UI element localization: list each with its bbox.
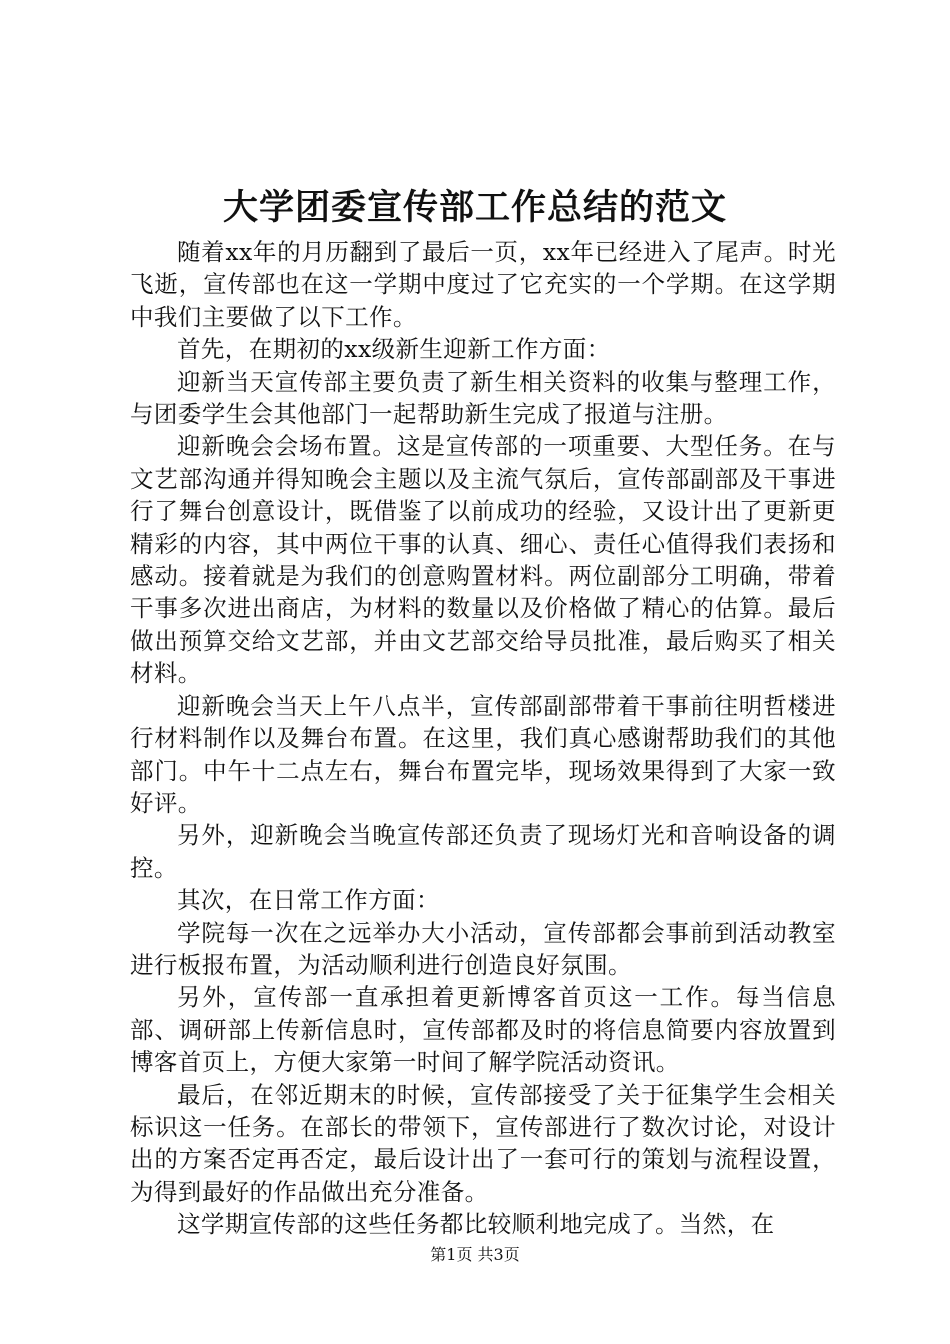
document-body	[130, 236, 836, 1241]
paragraph-conclusion: 这学期宣传部的这些任务都比较顺利地完成了。当然，在	[177, 1210, 775, 1239]
document-title: 大学团委宣传部工作总结的范文	[222, 187, 727, 228]
page-number-footer: 第1页 共3页	[430, 1245, 520, 1264]
paragraph-lighting-sound: 另外，迎新晚会当晚宣传部还负责了现场灯光和音响设备的调控。	[130, 821, 836, 882]
paragraph-party-day: 迎新晚会当天上午八点半，宣传部副部带着干事前往明哲楼进行材料制作以及舞台布置。在这里，我们真心感谢帮助我们的其他部门。中午十二点左右，舞台布置完毕，现场效果得到了大家一致好评。	[130, 691, 836, 817]
paragraph-blog: 另外，宣传部一直承担着更新博客首页这一工作。每当信息部、调研部上传新信息时，宣传部都及时的将信息简要内容放置到博客首页上，方便大家第一时间了解学院活动资讯。	[130, 983, 836, 1077]
paragraph-welcome-day: 迎新当天宣传部主要负责了新生相关资料的收集与整理工作，与团委学生会其他部门一起帮助新生完成了报道与注册。	[130, 367, 836, 429]
paragraph-venue-setup: 迎新晚会会场布置。这是宣传部的一项重要、大型任务。在与文艺部沟通并得知晚会主题以及主流气氛后，宣传部副部及干事进行了舞台创意设计，既借鉴了以前成功的经验，又设计出了更新更精彩的内容，其中两位干事的认真、细心、责任心值得我们表扬和感动。接着就是为我们的创意购置材料。两位副部分工明确，带着干事多次进出商店，为材料的数量以及价格做了精心的估算。最后做出预算交给文艺部，并由文艺部交给导员批准，最后购买了相关材料。	[130, 432, 836, 688]
paragraph-logo-task: 最后，在邻近期末的时候，宣传部接受了关于征集学生会相关标识这一任务。在部长的带领下，宣传部进行了数次讨论，对设计出的方案否定再否定，最后设计出了一套可行的策划与流程设置，为得到最好的作品做出充分准备。	[130, 1080, 836, 1206]
paragraph-second-section: 其次，在日常工作方面：	[177, 886, 440, 915]
paragraph-first-section: 首先，在期初的xx级新生迎新工作方面：	[177, 335, 611, 364]
paragraph-intro: 随着xx年的月历翻到了最后一页，xx年已经进入了尾声。时光飞逝，宣传部也在这一学期中度过了它充实的一个学期。在这学期中我们主要做了以下工作。	[130, 238, 836, 331]
paragraph-blackboard: 学院每一次在之远举办大小活动，宣传部都会事前到活动教室进行板报布置，为活动顺利进行创造良好氛围。	[130, 918, 836, 979]
